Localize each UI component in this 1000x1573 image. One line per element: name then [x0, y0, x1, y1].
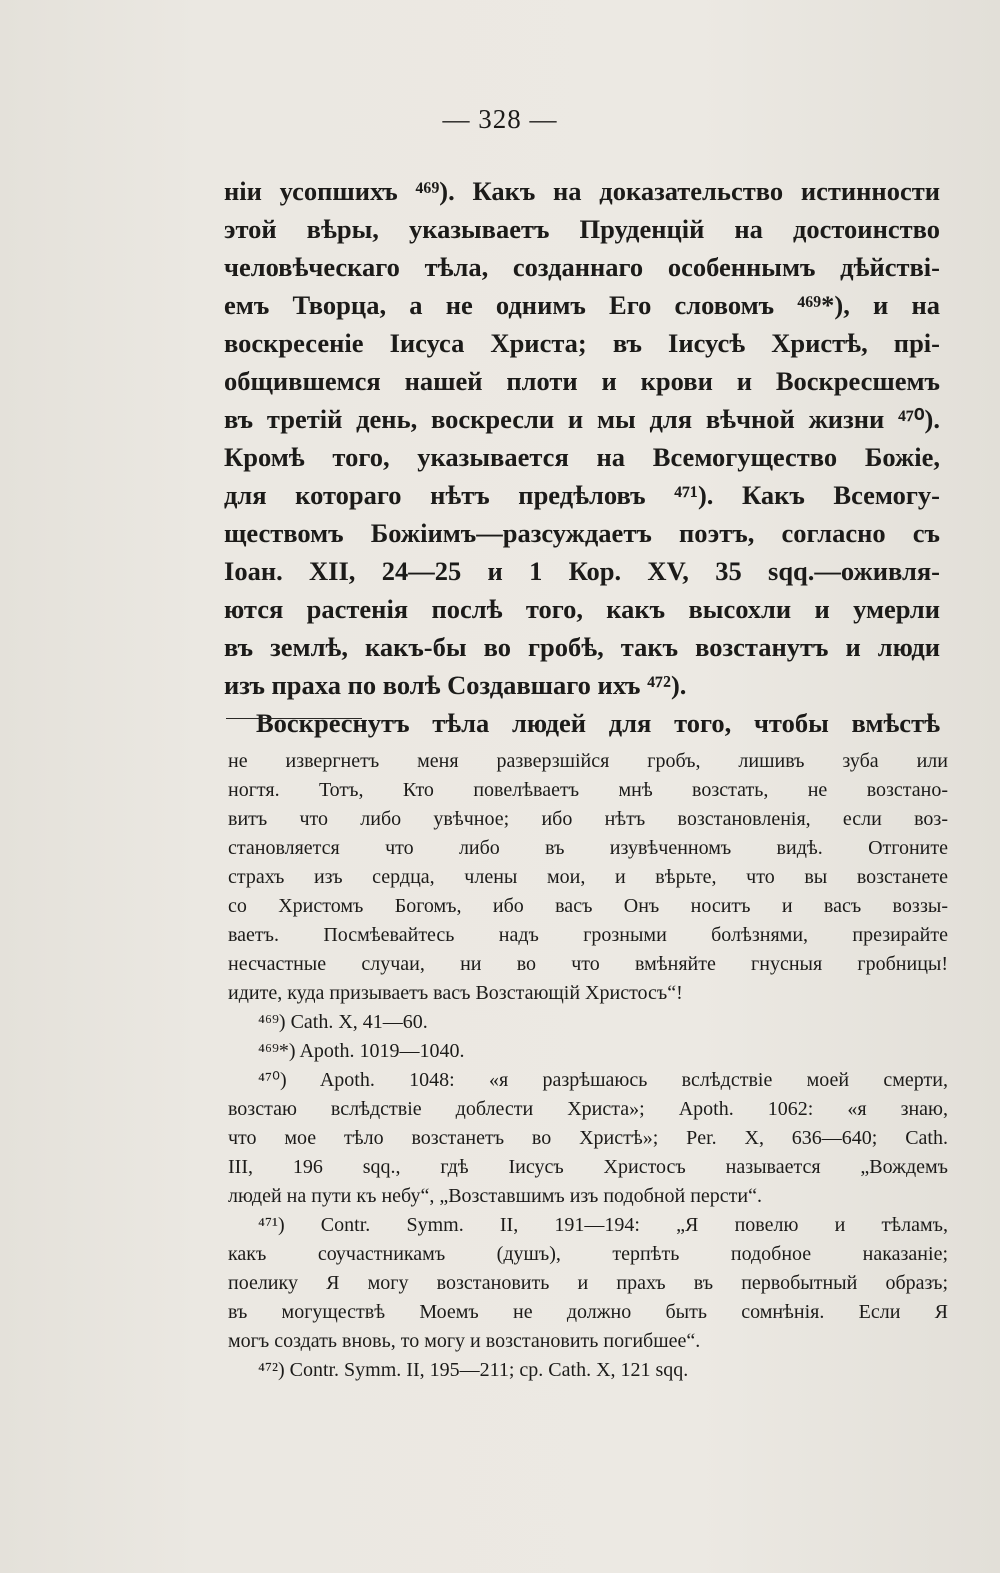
body-line: въ землѣ, какъ-бы во гробѣ, такъ возстанутъ и люди [224, 632, 940, 662]
body-line: нiи усопшихъ ⁴⁶⁹). Какъ на доказательство истинности [224, 176, 940, 206]
footnotes [228, 747, 948, 1385]
footnote-line: ногтя. Тотъ, Кто повелѣваетъ мнѣ возстать, не возстано- [228, 779, 948, 801]
body-line: Воскреснутъ тѣла людей для того, чтобы вмѣстѣ [256, 708, 940, 738]
footnote-line: становляется что либо въ изувѣченномъ видѣ. Отгоните [228, 837, 948, 859]
footnote-separator [226, 718, 362, 719]
footnote-line: какъ соучастникамъ (душъ), терпѣть подобное наказанiе; [228, 1243, 948, 1265]
footnote-line: III, 196 sqq., гдѣ Iисусъ Христосъ называется „Вождемъ [228, 1156, 948, 1178]
footnote-line: поелику Я могу возстановить и прахъ въ первобытный образъ; [228, 1272, 948, 1294]
footnote-line: возстаю вслѣдствiе доблести Христа»; Apoth. 1062: «я знаю, [228, 1098, 948, 1120]
footnote-line: ваетъ. Посмѣевайтесь надъ грозными болѣзнями, презирайте [228, 924, 948, 946]
footnote-line: не извергнетъ меня разверзшiйся гробъ, лишивъ зуба или [228, 750, 948, 772]
footnote-line: страхъ изъ сердца, члены мои, и вѣрьте, что вы возстанете [228, 866, 948, 888]
body-line: ются растенiя послѣ того, какъ высохли и умерли [224, 594, 940, 624]
page-number: — 328 — [442, 104, 558, 134]
footnote-469: ⁴⁶⁹) Cath. X, 41—60. [258, 1011, 428, 1033]
footnote-line: несчастные случаи, ни во что вмѣняйте гнусныя гробницы! [228, 953, 948, 975]
body-line: человѣческаго тѣла, созданнаго особеннымъ дѣйствi- [224, 252, 940, 282]
body-line: емъ Творца, а не однимъ Его словомъ ⁴⁶⁹*), и на [224, 290, 940, 320]
body-line: воскресенiе Iисуса Христа; въ Iисусѣ Христѣ, прi- [224, 328, 940, 358]
body-line: Iоан. XII, 24—25 и 1 Кор. XV, 35 sqq.—оживля- [224, 556, 940, 586]
footnote-line: со Христомъ Богомъ, ибо васъ Онъ носитъ и васъ воззы- [228, 895, 948, 917]
body-line: изъ праха по волѣ Создавшаго ихъ ⁴⁷²). [224, 670, 687, 700]
footnote-470: ⁴⁷⁰) Apoth. 1048: «я разрѣшаюсь вслѣдствiе моей смерти, [258, 1069, 948, 1091]
footnote-line: что мое тѣло возстанетъ во Христѣ»; Per. X, 636—640; Cath. [228, 1127, 948, 1149]
footnote-line: идите, куда призываетъ васъ Возстающiй Христосъ“! [228, 982, 683, 1004]
footnote-line: людей на пути къ небу“, „Возставшимъ изъ подобной персти“. [228, 1185, 762, 1207]
footnote-471: ⁴⁷¹) Contr. Symm. II, 191—194: „Я повелю и тѣламъ, [258, 1214, 948, 1236]
footnote-line: въ могуществѣ Моемъ не должно быть сомнѣнiя. Если Я [228, 1301, 948, 1323]
body-line: этой вѣры, указываетъ Пруденцiй на достоинство [224, 214, 940, 244]
footnote-line: витъ что либо увѣчное; ибо нѣтъ возстановленiя, если воз- [228, 808, 948, 830]
footnote-472: ⁴⁷²) Contr. Symm. II, 195—211; ср. Cath. X, 121 sqq. [258, 1359, 689, 1381]
body-line: Кромѣ того, указывается на Всемогущество Божiе, [224, 442, 940, 472]
body-line: въ третiй день, воскресли и мы для вѣчной жизни ⁴⁷⁰). [224, 404, 940, 434]
footnote-469-star: ⁴⁶⁹*) Apoth. 1019—1040. [258, 1040, 465, 1062]
body-line: для котораго нѣтъ предѣловъ ⁴⁷¹). Какъ Всемогу- [224, 480, 940, 510]
footnote-line: могъ создать вновь, то могу и возстановить погибшее“. [228, 1330, 701, 1352]
main-text [224, 172, 940, 742]
body-line: ществомъ Божiимъ—разсуждаетъ поэтъ, согласно съ [224, 518, 940, 548]
body-line: общившемся нашей плоти и крови и Воскресшемъ [224, 366, 940, 396]
